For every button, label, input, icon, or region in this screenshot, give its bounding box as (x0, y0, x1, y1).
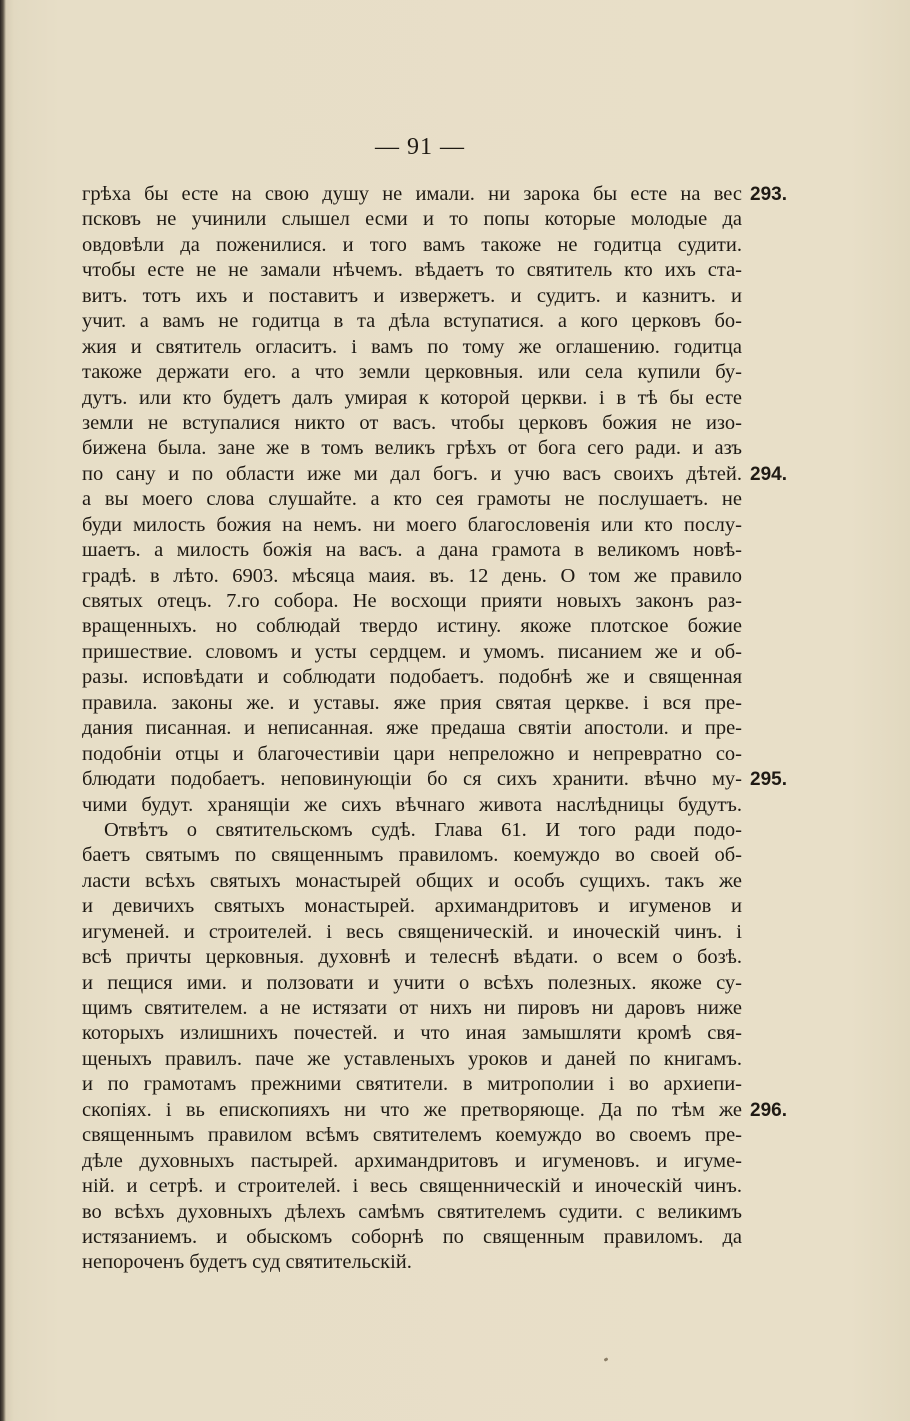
line-text: и пещися ими. и ползовати и учити о всѣхъ полезных. якоже су- (82, 971, 742, 994)
text-line (82, 564, 742, 589)
line-text: жия и святитель огласитъ. і вамъ по тому же оглашению. годитца (82, 335, 742, 358)
line-text: овдовѣли да поженилися. и того вамъ такоже не годитца судити. (82, 233, 742, 256)
text-line (82, 233, 742, 258)
line-text: буди милость божия на немъ. ни моего благословенія или кто послу- (82, 513, 742, 536)
text-line (82, 971, 742, 996)
binding-edge (0, 0, 6, 1421)
text-line (82, 1098, 787, 1123)
line-text: игуменей. и строителей. і весь священическій. и иноческій чинъ. і (82, 920, 742, 943)
line-text: священнымъ правилом всѣмъ святителемъ коемуждо во своемъ пре- (82, 1124, 742, 1147)
line-text: баетъ святымъ по священнымъ правиломъ. коемуждо во своей об- (82, 844, 742, 867)
line-text: такоже держати его. а что земли церковныя. или села купили бу- (82, 361, 742, 384)
text-line (82, 996, 742, 1021)
line-text: чими будут. хранящіи же сихъ вѣчнаго живота наслѣдницы будутъ. (82, 793, 742, 816)
line-text: щеныхъ правилъ. паче же уставленыхъ уроков и даней по книгамъ. (82, 1047, 742, 1070)
text-line (82, 1250, 742, 1275)
text-line (82, 513, 742, 538)
line-text: витъ. тотъ ихъ и поставитъ и извержетъ. и судитъ. и казнитъ. и (82, 284, 742, 307)
line-text: дания писанная. и неписанная. яже предаша святіи апостоли. и пре- (82, 717, 742, 740)
text-line (82, 945, 742, 970)
text-line (82, 411, 742, 436)
line-text: дѣле духовныхъ пастырей. архимандритовъ и игуменовъ. и игуме- (82, 1149, 742, 1172)
text-line (82, 589, 742, 614)
text-line (82, 1225, 742, 1250)
line-text: земли не вступалися никто от васъ. чтобы церковъ божия не изо- (82, 411, 742, 434)
line-text: разы. исповѣдати и соблюдати подобаетъ. подобнѣ же и священная (82, 666, 742, 689)
line-text: бижена была. зане же в томъ великъ грѣхъ от бога сего ради. и азъ (82, 437, 742, 460)
text-line (82, 386, 742, 411)
text-line (82, 1021, 742, 1046)
text-line (82, 793, 742, 818)
text-line (82, 1072, 742, 1097)
line-text: и девичихъ святыхъ монастырей. архимандритовъ и игуменов и (82, 895, 742, 918)
line-text: вращенныхъ. но соблюдай твердо истину. якоже плотское божие (82, 615, 742, 638)
line-text: градѣ. в лѣто. 6903. мѣсяца маия. въ. 12 день. О том же правило (82, 564, 742, 587)
line-text: шаетъ. а милость божія на васъ. а дана грамота в великомъ новѣ- (82, 539, 742, 562)
line-text: псковъ не учинили слышел есми и то попы которые молодые да (82, 208, 742, 231)
line-text: пришествие. словомъ и усты сердцем. и умомъ. писанием же и об- (82, 640, 742, 663)
line-text: скопіях. і вь епископияхъ ни что же претворяюще. Да по тѣм же (82, 1098, 742, 1121)
text-line (82, 360, 742, 385)
line-text: которыхъ излишнихъ почестей. и что иная замышляти кромѣ свя- (82, 1022, 742, 1045)
line-text: и по грамотамъ прежними святители. в митрополии і во архиепи- (82, 1073, 742, 1096)
text-line (82, 284, 742, 309)
line-text: подобніи отцы и благочестивіи цари непреложно и непревратно со- (82, 742, 742, 765)
text-line (82, 1200, 742, 1225)
margin-number: 294. (750, 463, 787, 485)
text-line (82, 869, 742, 894)
text-line (82, 767, 787, 792)
text-line (82, 614, 742, 639)
line-text: а вы моего слова слушайте. а кто сея грамоты не послушаетъ. не (82, 488, 742, 511)
text-line (82, 1123, 742, 1148)
text-line (82, 843, 742, 868)
text-line (82, 665, 742, 690)
text-line (82, 538, 742, 563)
text-line (82, 1047, 742, 1072)
text-line (82, 207, 742, 232)
text-line (82, 258, 742, 283)
text-line (82, 1149, 742, 1174)
text-line (82, 335, 742, 360)
line-text: всѣ причты церковныя. духовнѣ и телеснѣ вѣдати. о всем о бозѣ. (82, 946, 742, 969)
line-text: блюдати подобаетъ. неповинующіи бо ся сихъ хранити. вѣчно му- (82, 768, 742, 791)
text-line (82, 818, 742, 843)
line-text: Отвѣтъ о святительскомъ судѣ. Глава 61. И того ради подо- (104, 818, 742, 841)
line-text: по сану и по области иже ми дал богъ. и учю васъ своихъ дѣтей. (82, 462, 742, 485)
line-text: ній. и сетрѣ. и строителей. і весь священническій и иноческій чинъ. (82, 1175, 742, 1198)
line-text: грѣха бы есте на свою душу не имали. ни зарока бы есте на вес (82, 183, 742, 205)
line-text: истязаниемъ. и обыскомъ соборнѣ по священным правиломъ. да (82, 1225, 742, 1248)
text-line (82, 716, 742, 741)
margin-number: 295. (750, 769, 787, 791)
text-line (82, 1174, 742, 1199)
line-text: ласти всѣхъ святыхъ монастырей общих и особъ сущихъ. такъ же (82, 869, 742, 892)
page-number: — 91 — (375, 134, 465, 160)
text-line (82, 436, 742, 461)
line-text: чтобы есте не не замали нѣчемъ. вѣдаетъ то святитель кто ихъ ста- (82, 259, 742, 282)
line-text: учит. а вамъ не годитца в та дѣла вступатися. а кого церковъ бо- (82, 310, 742, 333)
line-text: правила. законы же. и уставы. яже прия святая церкве. і вся пре- (82, 691, 742, 714)
text-body (82, 182, 787, 1276)
line-text: щимъ святителем. а не истязати от нихъ ни пировъ ни даровъ ниже (82, 997, 742, 1019)
line-text: дутъ. или кто будетъ далъ умирая к которой церкви. і в тѣ бы есте (82, 386, 742, 409)
text-line (82, 894, 742, 919)
line-text: непороченъ будетъ суд святительскій. (82, 1251, 412, 1274)
line-text: святых отецъ. 7.го собора. Не восхощи прияти новыхъ законъ раз- (82, 590, 742, 612)
margin-number: 293. (750, 184, 787, 205)
text-line (82, 182, 787, 207)
text-line (82, 309, 742, 334)
text-line (82, 742, 742, 767)
line-text: во всѣхъ духовныхъ дѣлехъ самѣмъ святителемъ судити. с великимъ (82, 1200, 742, 1223)
text-line (82, 640, 742, 665)
text-line (82, 691, 742, 716)
text-line (82, 920, 742, 945)
margin-number: 296. (750, 1099, 787, 1121)
paper-speck (604, 1357, 609, 1362)
text-line (82, 462, 787, 487)
text-line (82, 487, 742, 512)
